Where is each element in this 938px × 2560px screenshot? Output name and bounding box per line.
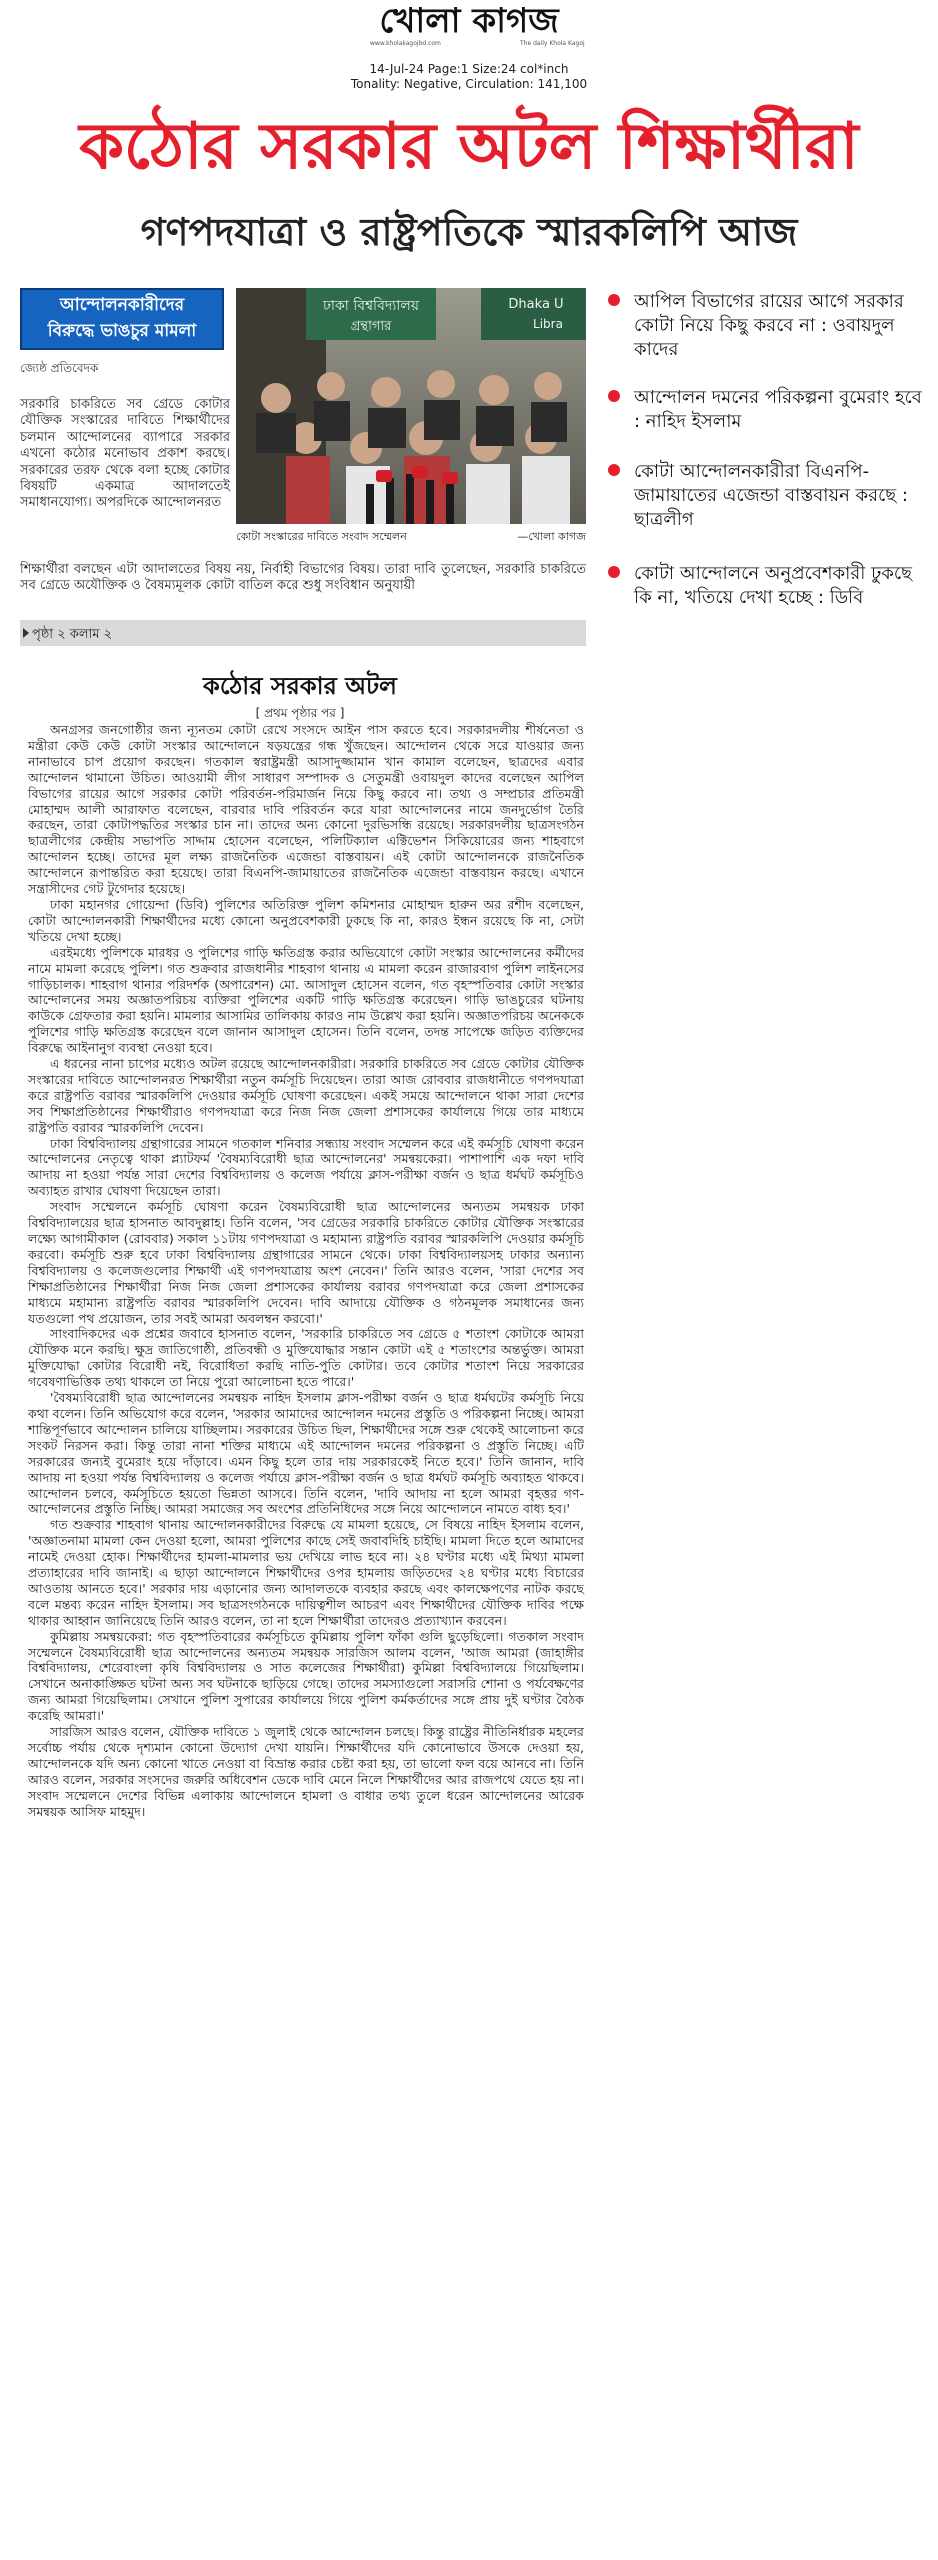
clipping-meta-date: 14-Jul-24 Page:1 Size:24 col*inch <box>369 62 569 76</box>
bullet-dot-icon <box>608 464 620 476</box>
sidebar-item-text: কোটা আন্দোলনে অনুপ্রবেশকারী ঢুকছে কি না, খতিয়ে দেখা হচ্ছে : ডিবি <box>634 563 913 608</box>
story-tag-line1: আন্দোলনকারীদের <box>59 295 185 315</box>
sidebar-item-text: আন্দোলন দমনের পরিকল্পনা বুমেরাং হবে : নাহিদ ইসলাম <box>634 387 922 432</box>
photo-credit: —খোলা কাগজ <box>517 530 586 543</box>
photo-caption-text: কোটা সংস্কারের দাবিতে সংবাদ সম্মেলন <box>236 530 407 543</box>
article-paragraph: অনগ্রসর জনগোষ্ঠীর জন্য ন্যূনতম কোটা রেখে সংসদে আইন পাস করতে হবে। সরকারদলীয় শীর্ষনেতা ও মন্ত্রীরা কেউ কেউ কোটা সংস্কার আন্দোলনে ষড়যন্ত্রের গন্ধ খুঁজছেন। আন্দোলন থেকে সরে যাওয়ার জন্য নানাভাবে চাপ প্রয়োগ করছেন। গতকাল স্বরাষ্ট্রমন্ত্রী আসাদুজ্জামান খান কামাল বলেছেন, ছাত্রদের এবার আন্দোলন থামানো উচিত। আওয়ামী লীগ সাধারণ সম্পাদক ও সেতুমন্ত্রী ওবায়দুল কাদের বলেছেন আপিল বিভাগের রায়ের আগে সরকার কোটা পরিবর্তন-পরিমার্জন নিয়ে কিছু করবে না। তথ্য ও সম্প্রচার প্রতিমন্ত্রী মোহাম্মদ আলী আরাফাত বলেছেন, বারবার দাবি পরিবর্তন করে যারা আন্দোলনের নামে জনদুর্ভোগ তৈরি করছেন, তারা কোটাপদ্ধতির সংস্কার চান না। তাদের অন্য কোনো দুরভিসন্ধি রয়েছে। সরকারদলীয় ছাত্রসংগঠন ছাত্রলীগের কেন্দ্রীয় সভাপতি সাদ্দাম হোসেন বলেছেন, পলিটিক্যাল এক্টিভেশন সিকিয়োরের জন্য শাহবাগে আন্দোলন হচ্ছে। তাদের মূল লক্ষ্য রাজনৈতিক এজেন্ডা বাস্তবায়ন। এই কোটা আন্দোলনকে রাজনৈতিক আন্দোলনে রূপান্তরিত করা হয়েছে। তারা বিএনপি-জামায়াতের রাজনৈতিক এজেন্ডা বাস্তবায়ন করছে। এখানে সন্ত্রাসীদের গেট টুগেদার হয়েছে। <box>28 722 584 897</box>
reporter-byline: জ্যেষ্ঠ প্রতিবেদক <box>20 361 99 375</box>
arrow-right-icon <box>23 628 29 638</box>
photo-sign-right: Dhaka U <box>508 297 564 312</box>
press-conference-photo <box>236 288 586 524</box>
article-body <box>28 722 584 1820</box>
bullet-dot-icon <box>608 566 620 578</box>
article-paragraph: সাংবাদিকদের এক প্রশ্নের জবাবে হাসনাত বলেন, 'সরকারি চাকরিতে সব গ্রেডে ৫ শতাংশ কোটাকে আমরা যৌক্তিক মনে করছি। ক্ষুদ্র জাতিগোষ্ঠী, প্রতিবন্ধী ও মুক্তিযোদ্ধার সন্তান কোটা এই ৫ শতাংশের অন্তর্ভুক্ত। আমরা মুক্তিযোদ্ধা কোটার বিরোধী নই, বিরোধিতা করছি নাতি-পুতি কোটার। তবে কোটার শতাংশ নিয়ে সরকারের গবেষণাভিত্তিক তথ্য থাকলে তা নিয়ে পুরো আলোচনা হতে পারে।' <box>28 1326 584 1390</box>
article-paragraph: গত শুক্রবার শাহবাগ থানায় আন্দোলনকারীদের বিরুদ্ধে যে মামলা হয়েছে, সে বিষয়ে নাহিদ ইসলাম বলেন, 'অজ্ঞাতনামা মামলা কেন দেওয়া হলো, আমরা পুলিশের কাছে সেই জবাবদিহি চাইছি। মামলা দিতে হলে আমাদের নামেই দেওয়া হোক। শিক্ষার্থীদের হামলা-মামলার ভয় দেখিয়ে লাভ হবে না। ২৪ ঘণ্টার মধ্যে এই মিথ্যা মামলা প্রত্যাহারের দাবি জানাই। এ ছাড়া আন্দোলনে শিক্ষার্থীদের ওপর হামলায় জড়িতদের ২৪ ঘণ্টার মধ্যে বিচারের আওতায় আনতে হবে।' সরকার দায় এড়ানোর জন্য আদালতকে ব্যবহার করছে এবং কালক্ষেপণের নাটক করছে বলে মন্তব্য করেন নাহিদ ইসলাম। সব ছাত্রসংগঠনকে দায়িত্বশীল আচরণ এবং শিক্ষার্থীদের যৌক্তিক দাবির পক্ষে থাকার আহ্বান জানিয়েছে তিনি আরও বলেন, তা না হলে শিক্ষার্থীরা তাদেরও প্রত্যাখ্যান করবেন। <box>28 1517 584 1628</box>
photo-illustration <box>236 288 586 524</box>
sidebar-item-text: আপিল বিভাগের রায়ের আগে সরকার কোটা নিয়ে কিছু করবে না : ওবায়দুল কাদের <box>634 291 904 360</box>
article-paragraph: ঢাকা মহানগর গোয়েন্দা (ডিবি) পুলিশের অতিরিক্ত পুলিশ কমিশনার মোহাম্মদ হারুন অর রশীদ বলেছেন, কোটা আন্দোলনকারী শিক্ষার্থীদের মধ্যে কোনো অনুপ্রবেশকারী ঢুকছে কি না, কারও ইন্ধন রয়েছে কি না, সেটা খতিয়ে দেখা হচ্ছে। <box>28 896 584 944</box>
masthead-website: www.kholakagojbd.com <box>370 40 441 47</box>
article-paragraph: ঢাকা বিশ্ববিদ্যালয় গ্রন্থাগারের সামনে গতকাল শনিবার সন্ধ্যায় সংবাদ সম্মেলন করে এই কর্মসূচি ঘোষণা করেন আন্দোলনের নেতৃত্বে থাকা প্ল্যাটফর্ম 'বৈষম্যবিরোধী ছাত্র আন্দোলনের' সমন্বয়কেরা। পাশাপাশি এক দফা দাবি আদায় না হওয়া পর্যন্ত সারা দেশের বিশ্ববিদ্যালয় ও কলেজ পর্যায়ে ক্লাস-পরীক্ষা বর্জন ও ছাত্র ধর্মঘট কর্মসূচিও অব্যাহত রাখার ঘোষণা দিয়েছেন তারা। <box>28 1135 584 1199</box>
bullet-dot-icon <box>608 294 620 306</box>
main-headline: কঠোর সরকার অটল শিক্ষার্থীরা <box>79 110 859 184</box>
photo-caption <box>236 528 586 547</box>
sub-headline: গণপদযাত্রা ও রাষ্ট্রপতিকে স্মারকলিপি আজ <box>140 210 798 254</box>
article-paragraph: কুমিল্লায় সমন্বয়কেরা: গত বৃহস্পতিবারের কর্মসূচিতে কুমিল্লায় পুলিশ ফাঁকা গুলি ছুড়েছিলো। গতকাল সংবাদ সম্মেলনে বৈষম্যবিরোধী ছাত্র আন্দোলনের অন্যতম সমন্বয়ক সারজিস আলম বলেন, 'আজ আমরা (জাহাঙ্গীর বিশ্ববিদ্যালয়, শেরেবাংলা কৃষি বিশ্ববিদ্যালয় ও সাত কলেজের শিক্ষার্থীরা) কুমিল্লা বিশ্ববিদ্যালয়ে গিয়েছিলাম। সেখানে অনাকাঙ্ক্ষিত ঘটনা অন্য সব ঘটনাকে ছাড়িয়ে গেছে। তাদের সমস্যাগুলো সরাসরি শোনা ও পর্যবেক্ষণের জন্য আমরা গিয়েছিলাম। সেখানে পুলিশ সুপারের কার্যালয়ে গিয়ে পুলিশ কর্মকর্তাদের সঙ্গে প্রায় দুই ঘণ্টার বৈঠক করেছি আমরা।' <box>28 1628 584 1724</box>
masthead-tagline: The daily Khola Kagoj <box>520 40 585 47</box>
article-paragraph: এ ধরনের নানা চাপের মধ্যেও অটল রয়েছে আন্দোলনকারীরা। সরকারি চাকরিতে সব গ্রেডে কোটার যৌক্তিক সংস্কারের দাবিতে আন্দোলনরত শিক্ষার্থীরা নতুন কর্মসূচি দিয়েছেন। তারা আজ রোববার রাজধানীতে গণপদযাত্রা করে রাষ্ট্রপতি বরাবর স্মারকলিপি দেওয়ার কর্মসূচি ঘোষণা করেছেন। একই সময়ে আন্দোলনে থাকা সারা দেশের সব শিক্ষাপ্রতিষ্ঠানের শিক্ষার্থীরাও গণপদযাত্রা করে নিজ নিজ জেলা প্রশাসকের কার্যালয়ে গিয়ে তার মাধ্যমে রাষ্ট্রপতি বরাবর স্মারকলিপি দেবেন। <box>28 1056 584 1135</box>
article-paragraph: এরইমধ্যে পুলিশকে মারধর ও পুলিশের গাড়ি ক্ষতিগ্রস্ত করার অভিযোগে কোটা সংস্কার আন্দোলনের কর্মীদের নামে মামলা করেছে পুলিশ। গত শুক্রবার রাজধানীর শাহবাগ থানায় এ মামলা করেন রাজারবাগ পুলিশ লাইনসের গাড়িচালক। শাহবাগ থানার পরিদর্শক (অপারেশন) মো. আসাদুল হোসেন বলেন, গত বৃহস্পতিবার কোটা সংস্কার আন্দোলনের সময় অজ্ঞাতপরিচয় ব্যক্তিরা পুলিশের একটি গাড়ি ক্ষতিগ্রস্ত করেছেন। গাড়ি ভাঙচুরের ঘটনায় কাউকে গ্রেফতার করা হয়নি। মামলার আসামির তালিকায় কারও নাম উল্লেখ করা হয়নি। অজ্ঞাতপরিচয় অনেককে পুলিশের গাড়ি ক্ষতিগ্রস্ত করেছেন বলে জানান আসাদুল হোসেন। তিনি বলেন, তদন্ত সাপেক্ষে জড়িত ব্যক্তিদের বিরুদ্ধে আইনানুগ ব্যবস্থা নেওয়া হবে। <box>28 944 584 1056</box>
lead-paragraph-column: সরকারি চাকরিতে সব গ্রেডে কোটার যৌক্তিক সংস্কারের দাবিতে শিক্ষার্থীদের চলমান আন্দোলনের ব্যাপারে সরকার এখনো কঠোর মনোভাব প্রকাশ করছে। সরকারের তরফ থেকে বলা হচ্ছে কোটার বিষয়টি একমাত্র আদালতেই সমাধানযোগ্য। অপরদিকে আন্দোলনরত <box>20 397 230 511</box>
photo-sign-right-2: Libra <box>533 317 563 331</box>
bullet-dot-icon <box>608 390 620 402</box>
story-tag-line2: বিরুদ্ধে ভাঙচুর মামলা <box>47 321 197 341</box>
photo-sign-left: ঢাকা বিশ্ববিদ্যালয় <box>322 298 420 314</box>
article-paragraph: 'বৈষম্যবিরোধী ছাত্র আন্দোলনের সমন্বয়ক নাহিদ ইসলাম ক্লাস-পরীক্ষা বর্জন ও ছাত্র ধর্মঘটের কর্মসূচি নিয়ে কথা বলেন। তিনি অভিযোগ করে বলেন, 'সরকার আমাদের আন্দোলন দমনের প্রস্তুতি ও পরিকল্পনা নিচ্ছে। আমরা শান্তিপূর্ণভাবে আন্দোলন চালিয়ে যাচ্ছিলাম। সরকারের উচিত ছিল, শিক্ষার্থীদের সঙ্গে শুরু থেকেই আলোচনা করে সংকট নিরসন করা। কিন্তু তারা নানা শক্তির মাধ্যমে এই আন্দোলন দমনের পরিকল্পনা ও প্রস্তুতি নিচ্ছে। এটি সরকারের জন্যই বুমেরাং হয়ে দাঁড়াবে। এমন কিছু হলে তার দায় সরকারকেই নিতে হবে।' তিনি জানান, দাবি আদায় না হওয়া পর্যন্ত বিশ্ববিদ্যালয় ও কলেজ পর্যায়ে ক্লাস-পরীক্ষা বর্জন ও ছাত্র ধর্মঘট কর্মসূচি অব্যাহত থাকবে। আন্দোলন চলবে, কর্মসূচিতে হয়তো ভিন্নতা আসবে। তিনি বলেন, 'দাবি আদায় না হলে আমরা বৃহত্তর গণ-আন্দোলনের প্রস্তুতি নিচ্ছি। আমরা সমাজের সব অংশের প্রতিনিধিদের সঙ্গে নিয়ে আন্দোলনে নামতে বাধ্য হব।' <box>28 1390 584 1517</box>
continuation-text: পৃষ্ঠা ২ কলাম ২ <box>32 627 113 642</box>
story-tag-box <box>20 288 224 350</box>
continuation-bar <box>20 620 586 646</box>
photo-sign-left-2: গ্রন্থাগার <box>350 319 392 334</box>
article-title: কঠোর সরকার অটল <box>203 671 397 700</box>
sidebar-item-text: কোটা আন্দোলনকারীরা বিএনপি-জামায়াতের এজেন্ডা বাস্তবায়ন করছে : ছাত্রলীগ <box>634 461 908 530</box>
masthead <box>0 0 938 47</box>
lead-paragraph-full-width: শিক্ষার্থীরা বলছেন এটা আদালতের বিষয় নয়, নির্বাহী বিভাগের বিষয়। তারা দাবি তুলেছেন, সরকারি চাকরিতে সব গ্রেডে অযৌক্তিক ও বৈষম্যমূলক কোটা বাতিল করে শুধু সংবিধান অনুযায়ী <box>20 562 586 594</box>
newspaper-logo: খোলা কাগজ <box>379 1 559 41</box>
article-kicker: [ প্রথম পৃষ্ঠার পর ] <box>255 706 345 720</box>
article-paragraph: সারজিস আরও বলেন, যৌক্তিক দাবিতে ১ জুলাই থেকে আন্দোলন চলছে। কিন্তু রাষ্ট্রের নীতিনির্ধারক মহলের সর্বোচ্চ পর্যায় থেকে দৃশ্যমান কোনো উদ্যোগ দেখা যায়নি। শিক্ষার্থীদের যদি কোনোভাবে উসকে দেওয়া হয়, আন্দোলনকে যদি অন্য কোনো খাতে নেওয়া বা বিভ্রান্ত করার চেষ্টা করা হয়, তা ভালো ফল বয়ে আনবে না। তিনি আরও বলেন, সরকার সংসদের জরুরি অধিবেশন ডেকে দাবি মেনে নিলে শিক্ষার্থীদের আর রাজপথে যেতে হয় না। সংবাদ সম্মেলনে দেশের বিভিন্ন এলাকায় আন্দোলনে হামলা ও বাধার তথ্য তুলে ধরেন আন্দোলনের আরেক সমন্বয়ক আসিফ মাহমুদ। <box>28 1724 584 1819</box>
clipping-meta-tonality: Tonality: Negative, Circulation: 141,100 <box>350 77 588 91</box>
article-paragraph: সংবাদ সম্মেলনে কর্মসূচি ঘোষণা করেন বৈষম্যবিরোধী ছাত্র আন্দোলনের অন্যতম সমন্বয়ক ঢাকা বিশ্ববিদ্যালয়ের ছাত্র হাসনাত আবদুল্লাহ। তিনি বলেন, 'সব গ্রেডের সরকারি চাকরিতে কোটার যৌক্তিক সংস্কারের লক্ষ্যে আগামীকাল (রোববার) সকাল ১১টায় গণপদযাত্রা ও মহামান্য রাষ্ট্রপতি বরাবর স্মারকলিপি দেওয়ার কর্মসূচি করবো। কর্মসূচি শুরু হবে ঢাকা বিশ্ববিদ্যালয় গ্রন্থাগারের সামনে থেকে। ঢাকা বিশ্ববিদ্যালয়সহ ঢাকার অন্যান্য বিশ্ববিদ্যালয় ও কলেজগুলোর শিক্ষার্থী এই গণপদযাত্রায় অংশ নেবেন।' তিনি আরও বলেন, 'সারা দেশের সব শিক্ষাপ্রতিষ্ঠানের শিক্ষার্থীরা নিজ নিজ জেলা প্রশাসকের কার্যালয় বরাবর গণপদযাত্রা করে জেলা প্রশাসকের মাধ্যমে মহামান্য রাষ্ট্রপতি বরাবর স্মারকলিপি দেবেন। দাবি আদায়ে যৌক্তিক ও গঠনমূলক সমাধানের জন্য যতগুলো পথ প্রয়োজন, তার সবই আমরা অবলম্বন করবো।' <box>28 1199 584 1326</box>
